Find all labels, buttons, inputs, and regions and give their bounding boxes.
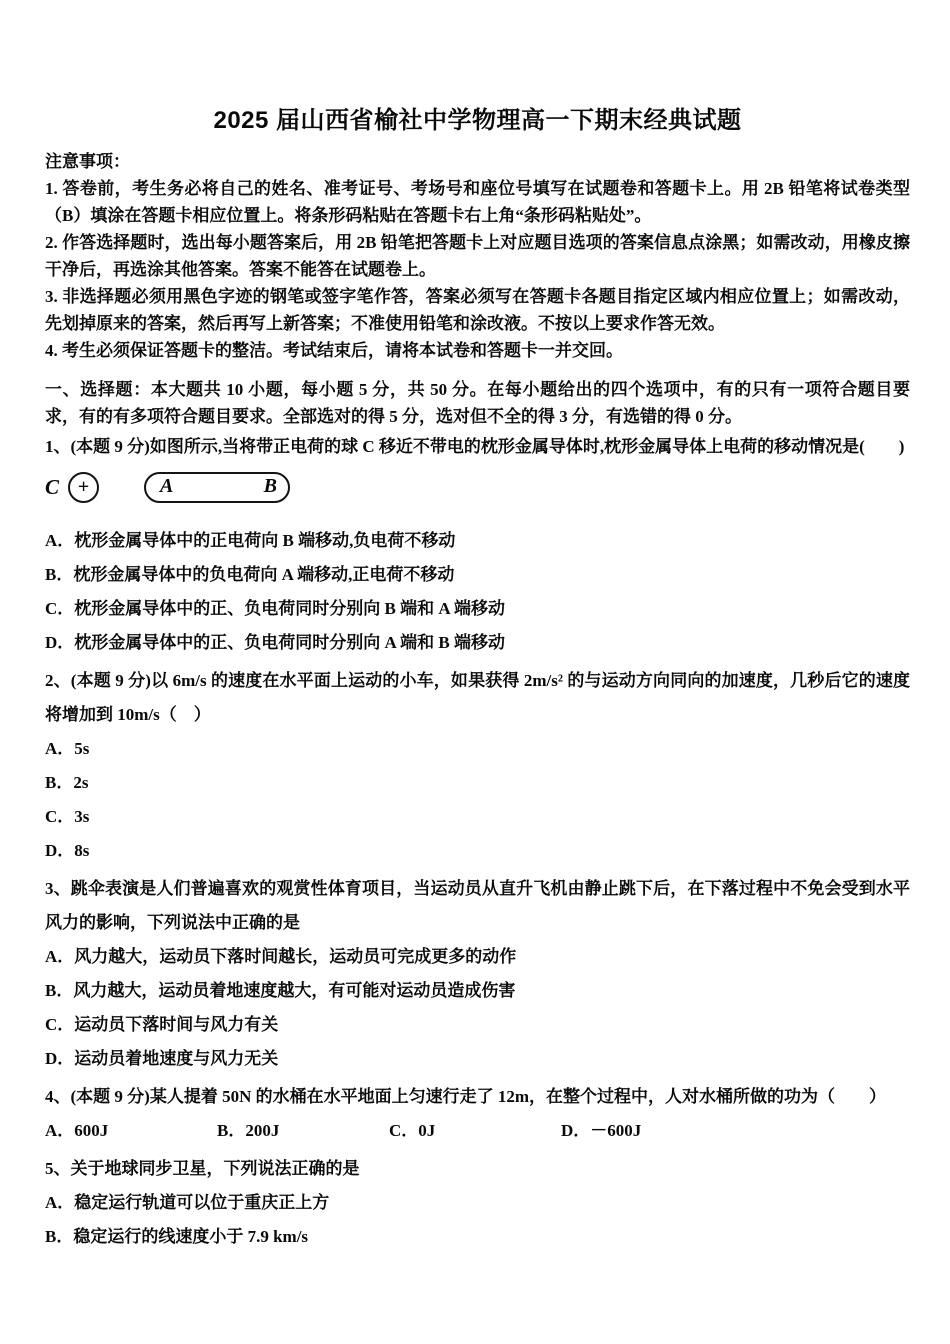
conductor-end-b-label: B <box>263 474 278 497</box>
question-1-options <box>45 524 910 660</box>
question-5-option-b: B．稳定运行的线速度小于 7.9 km/s <box>45 1227 309 1246</box>
question-1-option-c: C．枕形金属导体中的正、负电荷同时分别向 B 端和 A 端移动 <box>45 599 505 618</box>
section-one-intro: 一、选择题：本大题共 10 小题，每小题 5 分，共 50 分。在每小题给出的四个选项中，有的只有一项符合题目要求，有的有多项符合题目要求。全部选对的得 5 分，选对但不全的得 3 分，有选错的得 0 分。 <box>45 380 910 426</box>
question-2-option-a: A．5s <box>45 739 90 758</box>
question-4-options <box>45 1114 910 1148</box>
question-3-option-d: D．运动员着地速度与风力无关 <box>45 1049 279 1068</box>
question-1-stem: 1、(本题 9 分)如图所示,当将带正电荷的球 C 移近不带电的枕形金属导体时,枕形金属导体上电荷的移动情况是( ) <box>45 437 905 456</box>
question-4-option-d: D．－600J <box>561 1121 642 1140</box>
question-4-option-c: C．0J <box>389 1121 436 1140</box>
question-4-option-b: B．200J <box>217 1121 280 1140</box>
question-3-stem: 3、跳伞表演是人们普遍喜欢的观赏性体育项目，当运动员从直升飞机由静止跳下后，在下落过程中不免会受到水平风力的影响，下列说法中正确的是 <box>45 879 910 932</box>
question-2 <box>45 664 910 868</box>
question-1-option-b: B．枕形金属导体中的负电荷向 A 端移动,正电荷不移动 <box>45 565 455 584</box>
question-1 <box>45 430 910 660</box>
question-1-option-d: D．枕形金属导体中的正、负电荷同时分别向 A 端和 B 端移动 <box>45 633 505 652</box>
question-5-option-a: A．稳定运行轨道可以位于重庆正上方 <box>45 1193 330 1212</box>
page-title: 2025 届山西省榆社中学物理高一下期末经典试题 <box>213 107 742 134</box>
positive-charge-ball-icon <box>68 472 99 503</box>
question-4 <box>45 1080 910 1148</box>
question-1-option-a: A．枕形金属导体中的正电荷向 B 端移动,负电荷不移动 <box>45 531 456 550</box>
question-3-options <box>45 940 910 1076</box>
question-5 <box>45 1152 910 1254</box>
question-3-option-a: A．风力越大，运动员下落时间越长，运动员可完成更多的动作 <box>45 947 517 966</box>
question-4-option-a: A．600J <box>45 1121 109 1140</box>
notice-item-3: 3. 非选择题必须用黑色字迹的钢笔或签字笔作答，答案必须写在答题卡各题目指定区域内相应位置上；如需改动，先划掉原来的答案，然后再写上新答案；不准使用铅笔和涂改液。不按以上要求作答无效。 <box>45 287 910 333</box>
question-3-option-c: C．运动员下落时间与风力有关 <box>45 1015 279 1034</box>
pillow-conductor-icon <box>144 472 290 503</box>
conductor-end-a-label: A <box>160 474 174 497</box>
question-4-stem: 4、(本题 9 分)某人提着 50N 的水桶在水平地面上匀速行走了 12m，在整个过程中，人对水桶所做的功为（ ） <box>45 1087 887 1106</box>
notice-heading: 注意事项： <box>45 152 130 171</box>
question-5-options <box>45 1186 910 1254</box>
question-2-options <box>45 732 910 868</box>
question-3-option-b: B．风力越大，运动员着地速度越大，有可能对运动员造成伤害 <box>45 981 516 1000</box>
question-5-stem: 5、关于地球同步卫星，下列说法正确的是 <box>45 1159 360 1178</box>
notice-item-2: 2. 作答选择题时，选出每小题答案后，用 2B 铅笔把答题卡上对应题目选项的答案信息点涂黑；如需改动，用橡皮擦干净后，再选涂其他答案。答案不能答在试题卷上。 <box>45 233 910 279</box>
question-3 <box>45 872 910 1076</box>
question-2-option-d: D．8s <box>45 841 90 860</box>
notice-section <box>45 148 910 364</box>
notice-item-1: 1. 答卷前，考生务必将自己的姓名、准考证号、考场号和座位号填写在试题卷和答题卡上。用 2B 铅笔将试卷类型（B）填涂在答题卡相应位置上。将条形码粘贴在答题卡右上角“条形码粘贴处”。 <box>45 179 910 225</box>
question-2-stem: 2、(本题 9 分)以 6m/s 的速度在水平面上运动的小车，如果获得 2m/s² 的与运动方向同向的加速度，几秒后它的速度将增加到 10m/s（ ） <box>45 671 910 724</box>
charged-ball-label: C <box>45 474 60 499</box>
question-2-option-c: C．3s <box>45 807 90 826</box>
question-1-figure <box>45 466 910 508</box>
notice-item-4: 4. 考生必须保证答题卡的整洁。考试结束后，请将本试卷和答题卡一并交回。 <box>45 341 623 360</box>
question-2-option-b: B．2s <box>45 773 89 792</box>
plus-sign-icon: + <box>77 475 90 498</box>
